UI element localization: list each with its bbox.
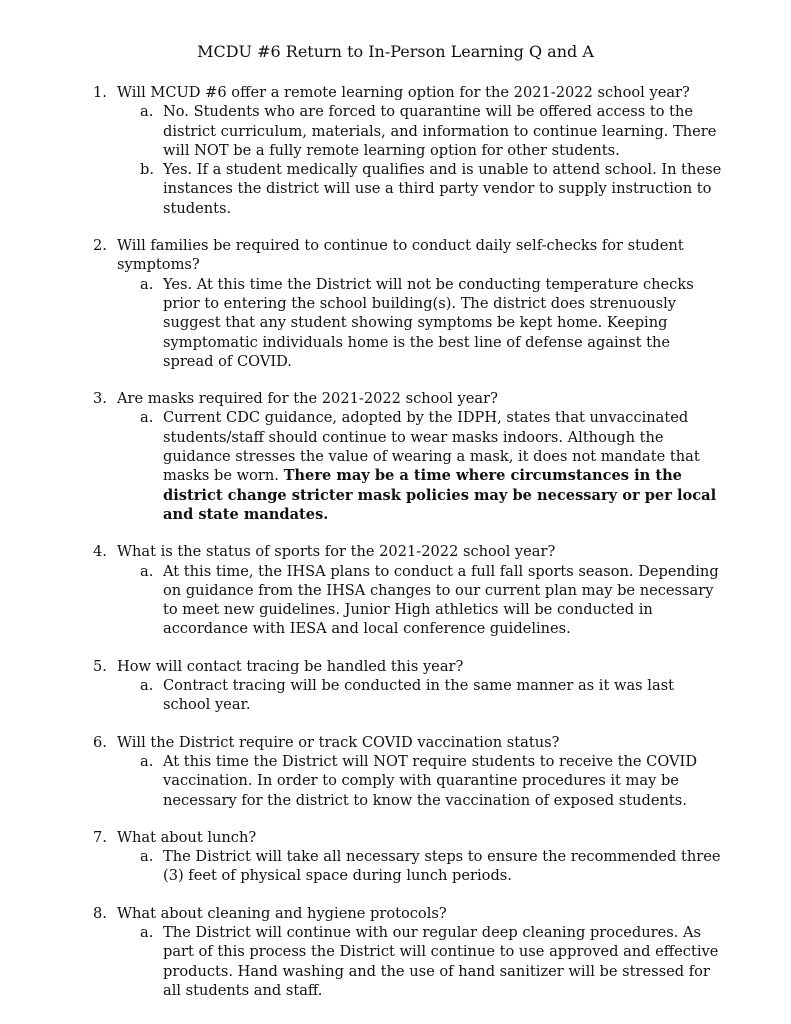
question-text: Will families be required to continue to conduct daily self-checks for student symptoms? [117,237,684,274]
answer-letter: a. [140,923,154,941]
question-item [0,657,791,715]
question-number: 7. [93,828,107,846]
answer-letter: a. [140,409,154,427]
question-number: 8. [93,904,107,922]
answer-text: At this time the District will NOT require students to receive the COVID vaccination. In order to comply with quarantine procedures it may be necessary for the district to know the vaccination of exposed students. [163,752,698,809]
question-text: Will MCUD #6 offer a remote learning option for the 2021-2022 school year? [117,84,690,101]
question-text: What about cleaning and hygiene protocols? [117,904,447,922]
question-text: Are masks required for the 2021-2022 school year? [117,390,498,408]
answer-item [0,102,791,160]
answer-text: Contract tracing will be conducted in the same manner as it was last school year. [163,677,675,714]
answer-letter: a. [140,752,154,770]
answer-letter: a. [140,103,154,121]
question-item [0,733,791,810]
answer-body: Current CDC guidance, adopted by the IDPH, states that unvaccinated students/staff should continue to wear masks indoors. Although the guidance stresses the value of wearing a mask, it does not mandate that masks be worn. [163,409,700,485]
answer-item [0,923,791,1000]
question-number: 1. [93,84,107,101]
question-text: What about lunch? [117,828,257,846]
question-item [0,83,791,218]
answer-item [0,160,791,218]
question-item [0,828,791,886]
answer-letter: a. [140,562,154,580]
question-number: 2. [93,237,107,255]
question-text: How will contact tracing be handled this year? [117,657,464,675]
answer-item [0,752,791,810]
question-number: 6. [93,733,107,751]
answer-text [163,408,723,524]
question-list [0,83,791,1018]
question-number: 5. [93,657,107,675]
question-number: 4. [93,543,107,561]
question-number: 3. [93,390,107,408]
question-item [0,236,791,371]
answer-text: Yes. At this time the District will not be conducting temperature checks prior to entering the school building(s). The district does strenuously suggest that any student showing symptoms be kept home. Keeping symptomatic individuals home is the best line of defense against the spread of COVID. [163,275,694,370]
answer-letter: a. [140,848,154,866]
answer-letter: b. [140,161,154,179]
question-text: What is the status of sports for the 2021-2022 school year? [117,543,556,561]
question-item [0,904,791,1000]
question-text: Will the District require or track COVID vaccination status? [117,733,560,751]
page-title: MCDU #6 Return to In-Person Learning Q and A [197,42,594,61]
question-item [0,542,791,638]
question-item [0,389,791,524]
answer-item [0,676,791,715]
answer-letter: a. [140,677,154,695]
answer-item [0,275,791,371]
answer-emphasis: There may be a time where circumstances in the district change stricter mask policies may be necessary or per local and state mandates. [163,467,717,523]
answer-text: The District will take all necessary steps to ensure the recommended three (3) feet of physical space during lunch periods. [163,848,721,885]
answer-text: At this time, the IHSA plans to conduct a full fall sports season. Depending on guidance from the IHSA changes to our current plan may be necessary to meet new guidelines. Junior High athletics will be conducted in accordance with IESA and local conference guidelines. [163,562,719,638]
answer-letter: a. [140,275,154,293]
answer-item [0,562,791,639]
answer-text: Yes. If a student medically qualifies and is unable to attend school. In these instances the district will use a third party vendor to supply instruction to students. [163,161,722,217]
answer-item [0,408,791,524]
answer-text: No. Students who are forced to quarantine will be offered access to the district curriculum, materials, and information to continue learning. There will NOT be a fully remote learning option for other students. [163,103,717,159]
answer-item [0,847,791,886]
answer-text: The District will continue with our regular deep cleaning procedures. As part of this process the District will continue to use approved and effective products. Hand washing and the use of hand sanitizer will be stressed for all students and staff. [163,923,719,999]
